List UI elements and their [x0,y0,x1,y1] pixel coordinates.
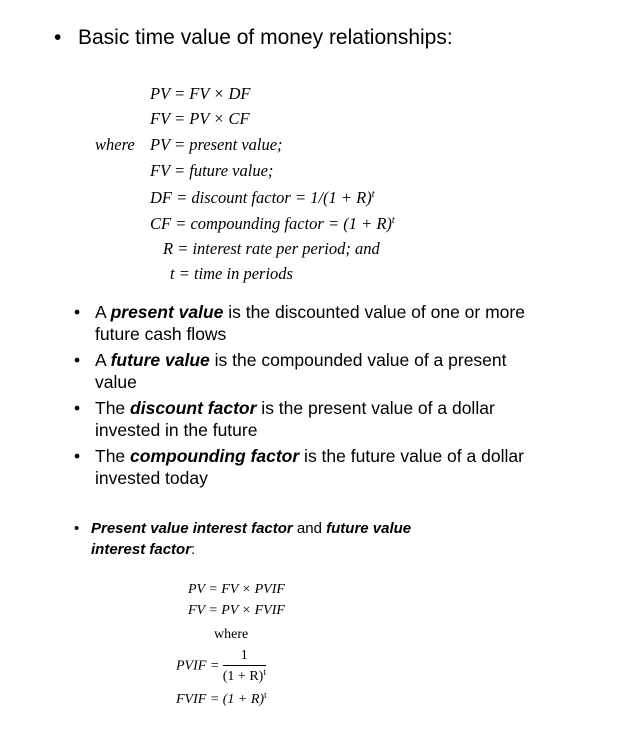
equation-pv: PV = FV × DF [150,84,251,103]
list-item-text: is the discounted value of one or more future cash flows [95,302,525,344]
definition-fv: FV = future value; [150,161,274,180]
equation-fvif-exponent: t [264,690,267,700]
bullet-icon: • [74,398,81,418]
equation-fvif [176,690,267,708]
list-item-prefix: A [95,302,111,322]
definition-t: t = time in periods [170,264,293,283]
definition-pv: PV = present value; [150,135,283,154]
list-item [74,445,544,489]
bullet-icon: • [74,302,81,322]
definition-df-text: DF = discount factor = 1/(1 + R) [150,188,372,207]
list-item-text: is the present value of a dollar invested in the future [95,398,495,440]
interest-factor-note [74,518,454,560]
bullet-icon: • [74,520,80,537]
pvif-denominator-exponent: t [263,667,266,677]
pvif-denominator [223,666,266,685]
list-item-prefix: The [95,446,131,466]
pvif-denominator-text: (1 + R) [222,669,264,684]
equation-fv-fvif [188,603,285,619]
pvif-lhs: PVIF = [176,658,220,674]
bullet-icon: • [74,446,81,466]
list-item-term: future value [110,350,210,370]
heading-text: Basic time value of money relationships: [78,26,453,49]
list-item [74,397,544,441]
list-item [74,518,454,560]
definition-cf [150,214,395,234]
note-colon: : [191,541,196,558]
definition-df-exponent: t [371,189,375,200]
equation-fv-fvif-text: FV = PV × FVIF [188,603,285,618]
definition-cf-exponent: t [391,215,395,226]
list-item-term: present value [110,302,224,322]
note-connector: and [292,520,327,537]
bullet-icon: • [74,350,81,370]
definition-df [150,188,375,208]
note-term-fvif: future value interest factor [91,520,412,558]
list-item [74,301,544,345]
note-term-pvif: Present value interest factor [91,520,293,537]
equation-pv-pvif-text: PV = FV × PVIF [188,582,285,597]
equation-pv-pvif [188,582,285,598]
definition-cf-text: CF = compounding factor = (1 + R) [150,214,392,233]
list-item-prefix: A [95,350,111,370]
list-item-text: is the compounded value of a present value [95,350,507,392]
definitions-list [74,301,544,489]
list-item-term: compounding factor [130,446,300,466]
section-heading [54,26,453,50]
pvif-fraction [223,648,266,685]
pvif-numerator: 1 [223,648,266,666]
equation-pvif [176,648,266,685]
list-item [74,349,544,393]
list-item-prefix: The [95,398,131,418]
where-label-2: where [214,627,249,642]
bullet-icon: • [54,26,62,49]
definition-r: R = interest rate per period; and [163,239,380,258]
equation-fv: FV = PV × CF [150,109,250,128]
list-item-term: discount factor [130,398,257,418]
where-label: where [95,135,135,154]
list-item-text: is the future value of a dollar invested today [95,446,524,488]
equation-fvif-text: FVIF = (1 + R) [176,692,265,707]
